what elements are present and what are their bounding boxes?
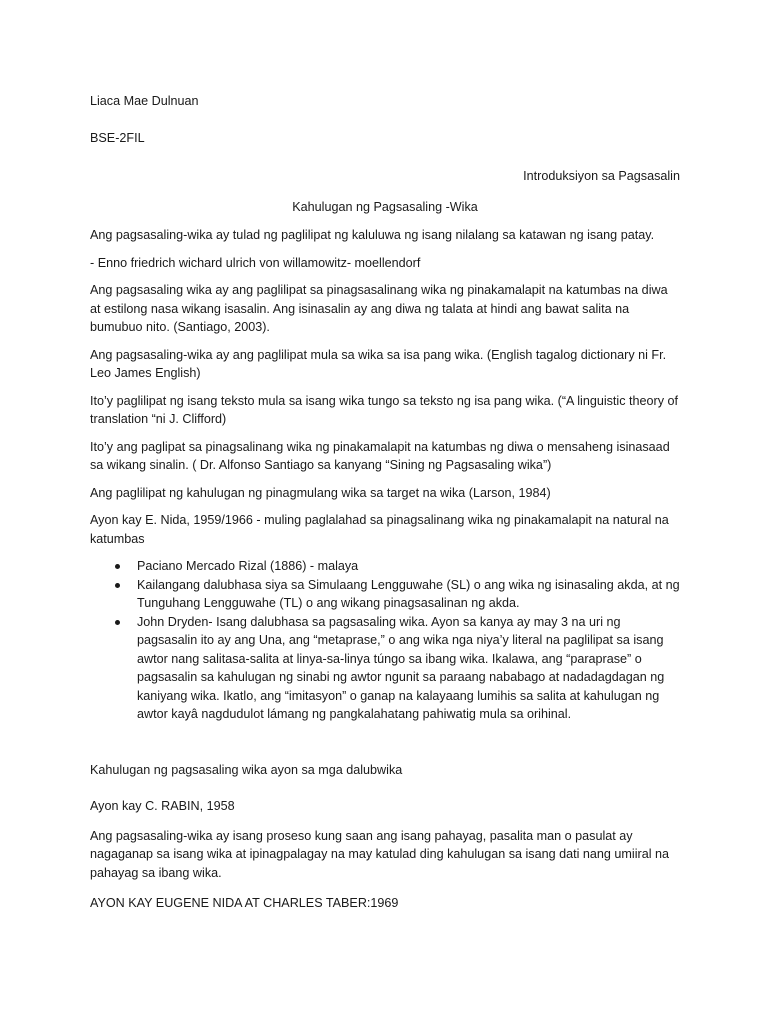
list-item: John Dryden- Isang dalubhasa sa pagsasaling wika. Ayon sa kanya ay may 3 na uri ng pagsasalin ito ay ang Una, ang “metaprase,” o ang wika nga niya’y literal na paglilipat sa isang awtor nang salitasa-salita at linya-sa-linya túngo sa ibang wika. Ikalawa, ang “paraprase” o pagsasalin sa kahulugan ng sinabi ng awtor ngunit sa paraang nababago at nadadagdagan ng kaniyang wika. Ikatlo, ang “imitasyon” o ganap na kalayaang lumihis sa salita at kahulugan ng awtor kayâ nagdudulot lámang ng pangkalahatang pahiwatig mula sa orihinal. [137, 613, 680, 724]
document-title: Kahulugan ng Pagsasaling -Wika [292, 199, 478, 214]
bullet-list [90, 557, 680, 724]
spacer [90, 733, 680, 761]
rabin-heading: Ayon kay C. RABIN, 1958 [90, 799, 235, 813]
paragraph-attribution: - Enno friedrich wichard ulrich von willamowitz- moellendorf [90, 255, 421, 270]
list-item: Kailangang dalubhasa siya sa Simulaang Lengguwahe (SL) o ang wika ng isinasaling akda, at ng Tunguhang Lengguwahe (TL) o ang wikang pinagsasalinan ng akda. [137, 576, 680, 613]
paragraph-santiago: Ang pagsasaling wika ay ang paglilipat sa pinagsasalinang wika ng pinakamalapit na katumbas na diwa at estilong nasa wikang isasalin. Ang isinasalin ay ang diwa ng talata at hindi ang bawat salita na bumubuo nito. (Santiago, 2003). [90, 283, 668, 334]
nida-taber-heading: AYON KAY EUGENE NIDA AT CHARLES TABER:1969 [90, 896, 399, 910]
author-name: Liaca Mae Dulnuan [90, 94, 199, 108]
list-item: Paciano Mercado Rizal (1886) - malaya [137, 557, 680, 576]
course-code: BSE-2FIL [90, 130, 145, 145]
paragraph-larson: Ang paglilipat ng kahulugan ng pinagmulang wika sa target na wika (Larson, 1984) [90, 485, 551, 500]
rabin-paragraph: Ang pagsasaling-wika ay isang proseso kung saan ang isang pahayag, pasalita man o pasulat ay nagaganap sa isang wika at ipinagpalagay na may katulad ding kahulugan sa isang dati nang umiiral na pahayag sa ibang wika. [90, 828, 670, 880]
subject-title: Introduksiyon sa Pagsasalin [523, 169, 680, 183]
section-heading: Kahulugan ng pagsasaling wika ayon sa mga dalubwika [90, 762, 403, 777]
paragraph-alfonso-santiago: Ito’y ang paglipat sa pinagsalinang wika ng pinakamalapit na katumbas ng diwa o mensaheng isinasaad sa wikang sinalin. ( Dr. Alfonso Santiago sa kanyang “Sining ng Pagsasaling wika”) [90, 439, 670, 472]
paragraph-english: Ang pagsasaling-wika ay ang paglilipat mula sa wika sa isa pang wika. (English tagalog dictionary ni Fr. Leo James English) [90, 347, 667, 380]
paragraph-nida: Ayon kay E. Nida, 1959/1966 - muling paglalahad sa pinagsalinang wika ng pinakamalapit na natural na katumbas [90, 513, 669, 546]
paragraph-quote: Ang pagsasaling-wika ay tulad ng paglilipat ng kaluluwa ng isang nilalang sa katawan ng isang patay. [90, 228, 655, 242]
paragraph-clifford: Ito’y paglilipat ng isang teksto mula sa isang wika tungo sa teksto ng isa pang wika. (“A linguistic theory of translation “ni J. Clifford) [90, 393, 679, 426]
document-body [90, 92, 680, 922]
